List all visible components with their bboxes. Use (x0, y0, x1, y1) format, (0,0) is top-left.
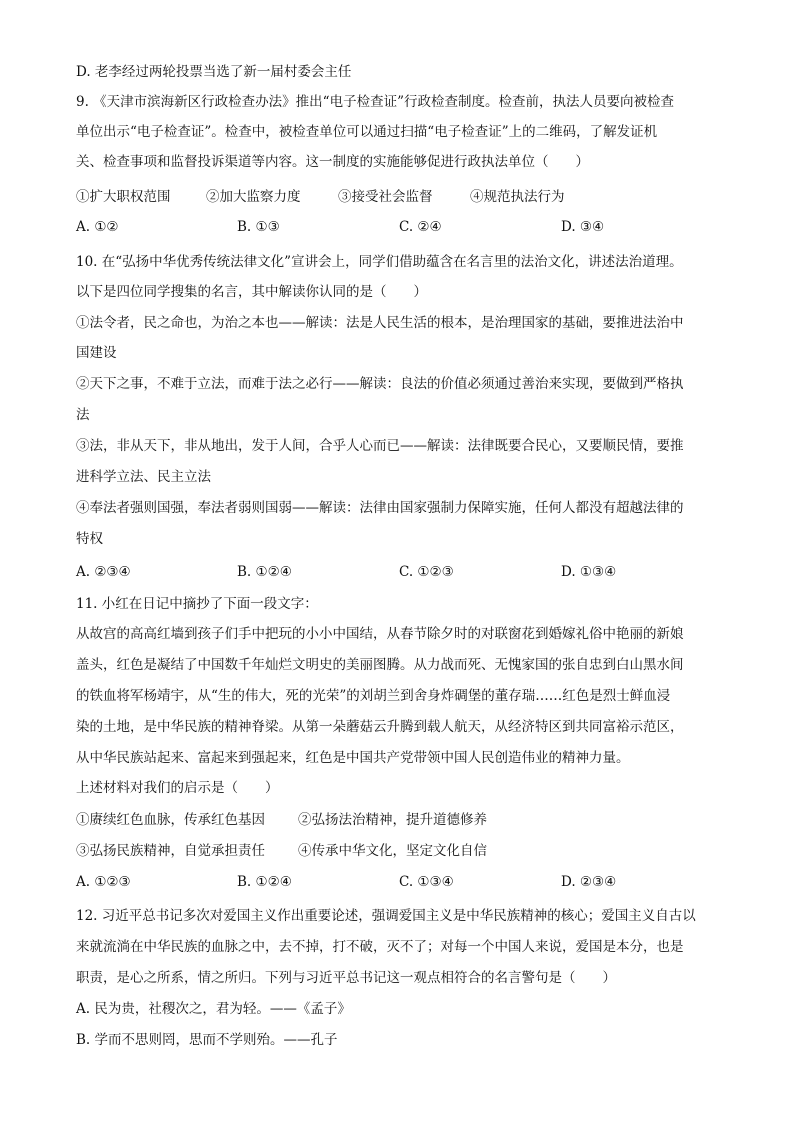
q11-passage-line-1: 从故宫的高高红墙到孩子们手中把玩的小小中国结，从春节除夕时的对联窗花到婚嫁礼俗中艳丽的新娘 (76, 626, 684, 642)
q8-option-d: D. 老李经过两轮投票当选了新一届村委会主任 (76, 64, 352, 80)
q10-saying-4-cont: 特权 (76, 531, 103, 547)
q10-saying-1: ①法令者，民之命也，为治之本也——解读：法是人民生活的根本，是治理国家的基础，要推进法治中 (76, 315, 684, 331)
q10-saying-1-cont: 国建设 (76, 345, 117, 361)
q11-option-a[interactable]: A. ①②③ (76, 874, 131, 890)
q10-saying-3: ③法，非从天下，非从地出，发于人间，合乎人心而已——解读：法律既要合民心，又要顺民情，要推 (76, 438, 684, 454)
q9-stem-line-3: 关、检查事项和监督投诉渠道等内容。这一制度的实施能够促进行政执法单位（ ） (76, 154, 589, 170)
q11-passage-line-3: 的铁血将军杨靖宇，从“生的伟大，死的光荣”的刘胡兰到舍身炸碉堡的董存瑞……红色是烈士鲜血浸 (76, 688, 671, 704)
q11-statements-row-1 (76, 810, 726, 830)
q10-option-c[interactable]: C. ①②③ (399, 564, 454, 580)
q10-saying-2: ②天下之事，不难于立法，而难于法之必行——解读：良法的价值必须通过善治来实现，要做到严格执 (76, 376, 684, 392)
q12-option-a[interactable]: A. 民为贵，社稷次之，君为轻。——《孟子》 (76, 1001, 351, 1017)
q11-statement-4: ④传承中华文化，坚定文化自信 (298, 843, 487, 859)
q11-passage-line-2: 盖头，红色是凝结了中国数千年灿烂文明史的美丽图腾。从力战而死、无愧家国的张自忠到白山黑水间 (76, 657, 684, 673)
q9-option-d[interactable]: D. ③④ (561, 219, 605, 235)
q12-stem-line-2: 来就流淌在中华民族的血脉之中，去不掉，打不破，灭不了；对每一个中国人来说，爱国是本分，也是 (76, 939, 684, 955)
q9-statement-1: ①扩大职权范围 (76, 189, 171, 205)
q10-stem-line-1: 10. 在“弘扬中华优秀传统法律文化”宣讲会上，同学们借助蕴含在名言里的法治文化，讲述法治道理。 (76, 254, 683, 270)
q9-option-a[interactable]: A. ①② (76, 219, 119, 235)
q11-statement-3: ③弘扬民族精神，自觉承担责任 (76, 843, 265, 859)
q11-option-d[interactable]: D. ②③④ (561, 874, 617, 890)
q11-question: 上述材料对我们的启示是（ ） (76, 780, 279, 796)
q10-options (76, 562, 726, 582)
q11-passage-line-4: 染的土地，是中华民族的精神脊梁。从第一朵蘑菇云升腾到载人航天，从经济特区到共同富裕示范区， (76, 719, 684, 735)
q12-stem-line-3: 职责，是心之所系，情之所归。下列与习近平总书记这一观点相符合的名言警句是（ ） (76, 970, 616, 986)
q9-options (76, 217, 726, 237)
q9-statement-3: ③接受社会监督 (338, 189, 433, 205)
q10-option-b[interactable]: B. ①②④ (237, 564, 292, 580)
q11-statements-row-2 (76, 841, 726, 861)
q11-passage-line-5: 从中华民族站起来、富起来到强起来，红色是中国共产党带领中国人民创造伟业的精神力量。 (76, 750, 630, 766)
q11-statement-2: ②弘扬法治精神，提升道德修养 (298, 812, 487, 828)
q9-statement-4: ④规范执法行为 (470, 189, 565, 205)
q10-stem-line-2: 以下是四位同学搜集的名言，其中解读你认同的是（ ） (76, 284, 427, 300)
q11-option-c[interactable]: C. ①③④ (399, 874, 454, 890)
q10-saying-2-cont: 法 (76, 407, 90, 423)
q11-stem: 11. 小红在日记中摘抄了下面一段文字： (76, 596, 318, 612)
q10-saying-4: ④奉法者强则国强，奉法者弱则国弱——解读：法律由国家强制力保障实施，任何人都没有超越法律的 (76, 500, 684, 516)
q12-stem-line-1: 12. 习近平总书记多次对爱国主义作出重要论述，强调爱国主义是中华民族精神的核心；爱国主义自古以 (76, 908, 696, 924)
q9-statement-2: ②加大监察力度 (206, 189, 301, 205)
q11-options (76, 872, 726, 892)
q9-statements (76, 187, 726, 207)
q11-option-b[interactable]: B. ①②④ (237, 874, 292, 890)
q10-saying-3-cont: 进科学立法、民主立法 (76, 469, 211, 485)
q9-stem-line-2: 单位出示“电子检查证”。检查中，被检查单位可以通过扫描“电子检查证”上的二维码，了解发证机 (76, 124, 658, 140)
q10-option-a[interactable]: A. ②③④ (76, 564, 131, 580)
q9-option-b[interactable]: B. ①③ (237, 219, 280, 235)
q12-option-b[interactable]: B. 学而不思则罔，思而不学则殆。——孔子 (76, 1032, 338, 1048)
q9-stem-line-1: 9. 《天津市滨海新区行政检查办法》推出“电子检查证”行政检查制度。检查前，执法人员要向被检查 (76, 94, 674, 110)
q11-statement-1: ①赓续红色血脉，传承红色基因 (76, 812, 265, 828)
q10-option-d[interactable]: D. ①③④ (561, 564, 617, 580)
q9-option-c[interactable]: C. ②④ (399, 219, 442, 235)
